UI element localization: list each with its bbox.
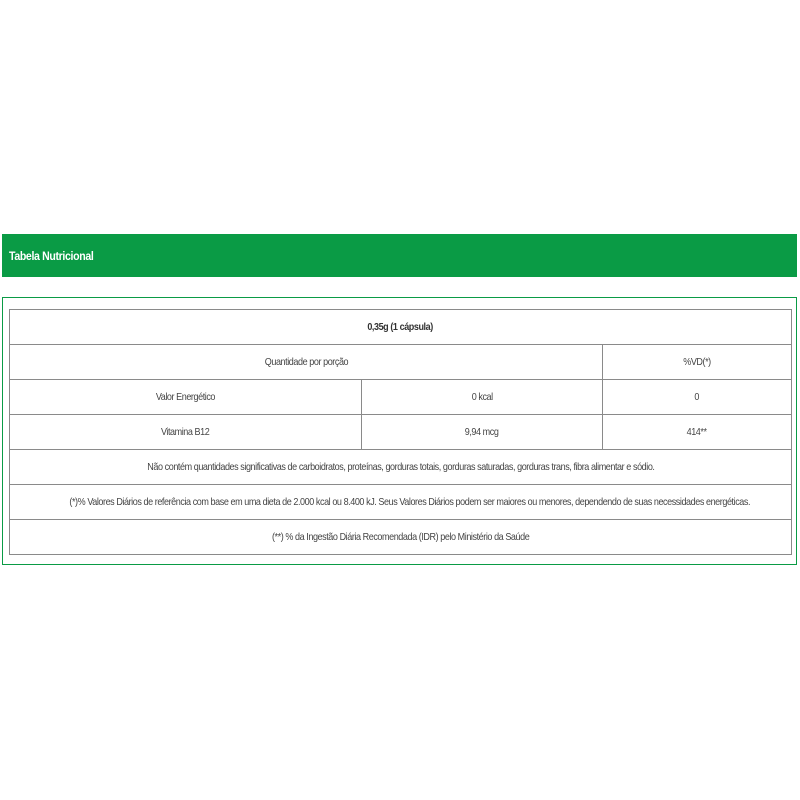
nutrient-name: Valor Energético xyxy=(155,391,216,403)
daily-value-header-cell xyxy=(603,345,792,380)
nutrient-amount: 0 kcal xyxy=(471,391,493,403)
note-row xyxy=(10,520,792,555)
nutrient-dv: 0 xyxy=(694,391,700,403)
note-text: (*)% Valores Diários de referência com base em uma dieta de 2.000 kcal ou 8.400 kJ. Seus Valores Diários podem ser maiores ou menores, dependendo de suas necessidades energéticas. xyxy=(69,496,751,508)
nutrient-cell xyxy=(10,380,362,415)
note-row xyxy=(10,450,792,485)
nutrient-cell xyxy=(10,415,362,450)
amount-cell xyxy=(362,380,603,415)
note-cell xyxy=(10,450,792,485)
serving-row xyxy=(10,310,792,345)
nutrition-panel xyxy=(2,297,797,565)
header-row xyxy=(10,345,792,380)
nutrient-name: Vitamina B12 xyxy=(161,426,210,438)
section-title: Tabela Nutricional xyxy=(9,248,94,263)
quantity-header: Quantidade por porção xyxy=(264,356,348,368)
note-row xyxy=(10,485,792,520)
nutrient-amount: 9,94 mcg xyxy=(465,426,499,438)
quantity-header-cell xyxy=(10,345,603,380)
serving-size: 0,35g (1 cápsula) xyxy=(367,321,434,333)
table-row xyxy=(10,380,792,415)
dv-cell xyxy=(603,380,792,415)
note-text: Não contém quantidades significativas de carboidratos, proteínas, gorduras totais, gorduras saturadas, gorduras trans, fibra alimentar e sódio. xyxy=(146,461,655,473)
nutrient-dv: 414** xyxy=(687,426,707,438)
note-cell xyxy=(10,485,792,520)
dv-cell xyxy=(603,415,792,450)
note-cell xyxy=(10,520,792,555)
table-row xyxy=(10,415,792,450)
note-text: (**) % da Ingestão Diária Recomendada (IDR) pelo Ministério da Saúde xyxy=(271,531,530,543)
amount-cell xyxy=(362,415,603,450)
serving-size-cell xyxy=(10,310,792,345)
section-header[interactable] xyxy=(2,234,797,277)
daily-value-header: %VD(*) xyxy=(683,356,711,368)
nutrition-table xyxy=(9,309,792,555)
